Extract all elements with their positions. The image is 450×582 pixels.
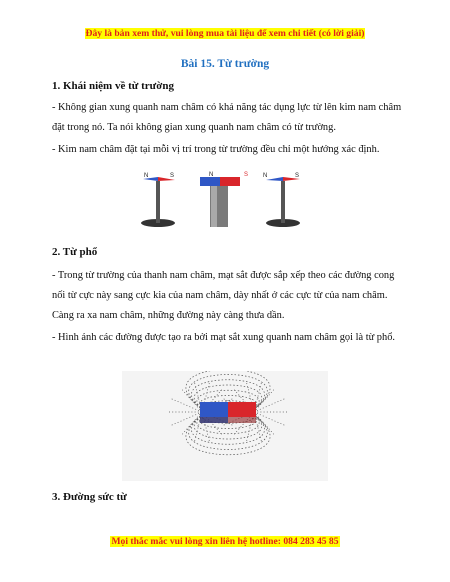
iron-filings-figure <box>122 371 328 481</box>
section1-heading: 1. Khái niệm về từ trường <box>52 80 174 92</box>
label-s-magnet: S <box>244 172 249 178</box>
section1-paragraph-2: - Kim nam châm đặt tại mỗi vị trí trong từ trường đều chỉ một hướng xác định. <box>52 144 380 155</box>
section2-paragraph-1: - Trong từ trường của thanh nam châm, mạt sắt được sắp xếp theo các đường cong nối từ cực này sang cực kia của nam châm, dày nhất ở các cực từ của nam châm. Càng ra xa nam châm, những đường này càng thưa dần. <box>52 270 395 321</box>
label-s-left: S <box>170 173 175 179</box>
section2-heading: 2. Từ phổ <box>52 246 98 258</box>
label-s-right: S <box>295 173 300 179</box>
section3-heading: 3. Đường sức từ <box>52 491 127 503</box>
header-notice-text: Đây là bản xem thử, vui lòng mua tài liệu để xem chi tiết (có lời giải) <box>85 28 365 39</box>
footer-notice <box>0 536 450 548</box>
footer-notice-text: Mọi thắc mắc vui lòng xin liên hệ hotline: 084 283 45 85 <box>111 536 339 547</box>
section1-paragraph-1: - Không gian xung quanh nam châm có khả năng tác dụng lực từ lên kim nam châm đặt trong nó. Ta nói không gian xung quanh nam châm có từ trường. <box>52 102 402 133</box>
section2-paragraph-2: - Hình ảnh các đường được tạo ra bởi mạt sắt xung quanh nam châm gọi là từ phổ. <box>52 332 395 343</box>
compass-right <box>263 173 300 227</box>
compass-left <box>141 173 175 227</box>
header-notice <box>0 28 450 40</box>
label-n-left: N <box>144 173 149 179</box>
bar-magnet-stand <box>200 172 248 227</box>
compass-magnet-figure <box>135 168 305 230</box>
label-n-magnet: N <box>209 172 214 178</box>
label-n-right: N <box>263 173 268 179</box>
page-title: Bài 15. Từ trường <box>180 58 270 70</box>
bar-magnet <box>200 402 256 423</box>
